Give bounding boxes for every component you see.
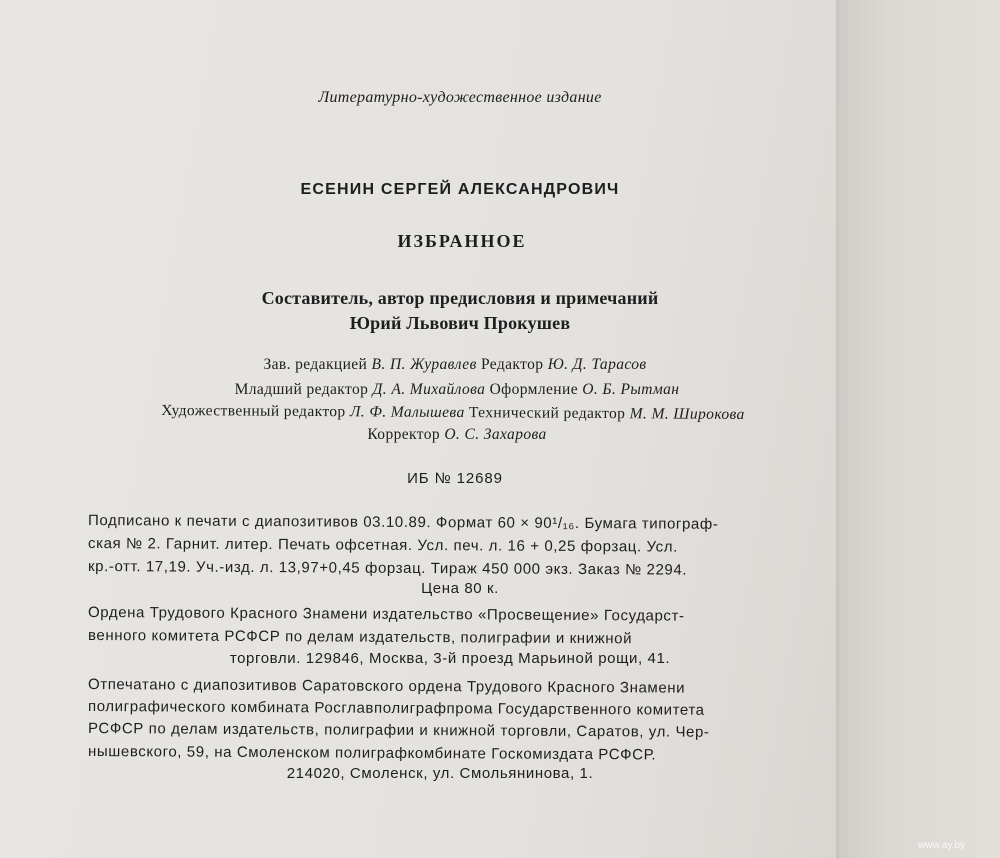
staff-name: Ю. Д. Тарасов <box>547 356 647 373</box>
edition-type: Литературно-художественное издание <box>318 89 602 106</box>
ib-number: ИБ № 12689 <box>407 470 503 487</box>
publisher-line: Ордена Трудового Красного Знамени издательство «Просвещение» Государст- <box>87 604 685 625</box>
staff-line <box>263 356 646 374</box>
print-info-line: Подписано к печати с диапозитивов 03.10.89. Формат 60 × 90¹/₁₆. Бумага типограф- <box>87 512 719 533</box>
print-info-line: ская № 2. Гарнит. литер. Печать офсетная. Усл. печ. л. 16 + 0,25 форзац. Усл. <box>87 535 678 556</box>
staff-role: Младший редактор <box>234 381 369 398</box>
staff-role: Корректор <box>367 426 441 443</box>
staff-name: Д. А. Михайлова <box>372 381 486 398</box>
book-title: ИЗБРАННОЕ <box>397 231 527 251</box>
adjacent-page <box>839 0 1000 858</box>
print-info-line: кр.-отт. 17,19. Уч.-изд. л. 13,97+0,45 форзац. Тираж 450 000 экз. Заказ № 2294. <box>87 558 688 579</box>
site-watermark: www.ay.by <box>918 840 966 851</box>
staff-name: Л. Ф. Малышева <box>349 403 465 422</box>
staff-role: Редактор <box>480 356 544 373</box>
compiler-role: Составитель, автор предисловия и примечаний <box>261 288 659 308</box>
printer-line: полиграфического комбината Росглавполиграфпрома Государственного комитета <box>87 698 705 719</box>
staff-name: О. Б. Рытман <box>582 381 680 398</box>
staff-name: М. М. Широкова <box>629 405 745 424</box>
staff-name: О. С. Захарова <box>444 426 547 443</box>
staff-role: Оформление <box>489 381 578 398</box>
compiler-name: Юрий Львович Прокушев <box>349 313 571 333</box>
staff-role: Технический редактор <box>468 404 626 423</box>
printer-line: нышевского, 59, на Смоленском полиграфкомбинате Госкомиздата РСФСР. <box>87 743 657 764</box>
publisher-line: торговли. 129846, Москва, 3-й проезд Марьиной рощи, 41. <box>229 650 671 667</box>
printer-line: РСФСР по делам издательств, полиграфии и книжной торговли, Саратов, ул. Чер- <box>87 720 710 741</box>
staff-role: Зав. редакцией <box>263 356 368 373</box>
printer-line: Отпечатано с диапозитивов Саратовского ордена Трудового Красного Знамени <box>87 676 686 697</box>
price: Цена 80 к. <box>421 580 499 597</box>
staff-line <box>367 426 546 444</box>
staff-line <box>235 381 680 399</box>
staff-role: Художественный редактор <box>161 401 346 421</box>
publisher-line: венного комитета РСФСР по делам издательств, полиграфии и книжной <box>87 627 633 648</box>
author-name: ЕСЕНИН СЕРГЕЙ АЛЕКСАНДРОВИЧ <box>300 181 620 198</box>
staff-name: В. П. Журавлев <box>371 356 477 373</box>
printer-line: 214020, Смоленск, ул. Смольянинова, 1. <box>286 765 594 782</box>
